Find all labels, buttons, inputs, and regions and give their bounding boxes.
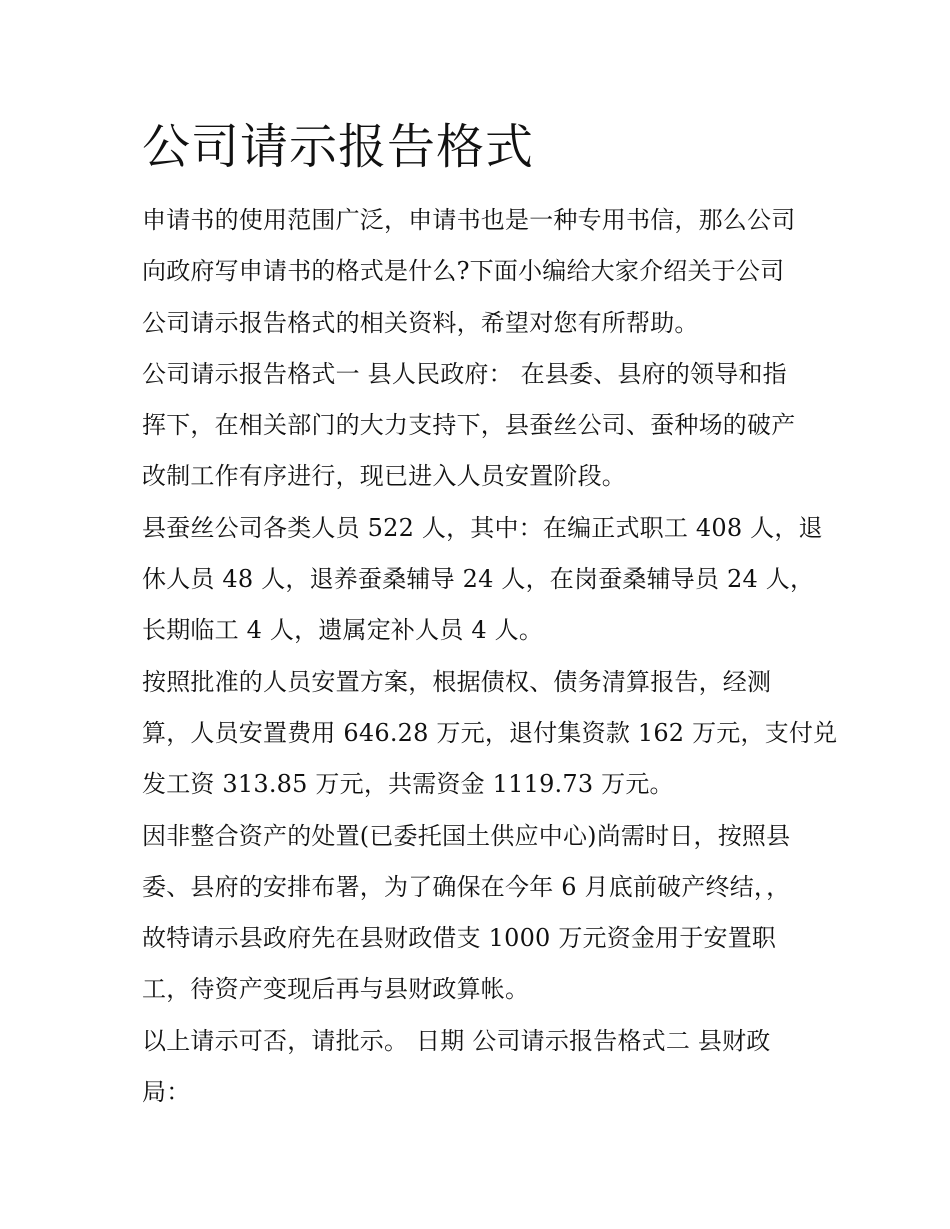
text-line: 改制工作有序进行，现已进入人员安置阶段。 bbox=[142, 462, 626, 491]
text-line: 发工资 313.85 万元，共需资金 1119.73 万元。 bbox=[142, 770, 674, 799]
document-body bbox=[142, 195, 838, 1118]
text-line: 工，待资产变现后再与县财政算帐。 bbox=[142, 975, 530, 1004]
paragraph-format-one bbox=[142, 349, 822, 503]
text-line: 挥下，在相关部门的大力支持下，县蚕丝公司、蚕种场的破产 bbox=[142, 411, 796, 440]
text-line: 故特请示县政府先在县财政借支 1000 万元资金用于安置职 bbox=[142, 924, 777, 953]
paragraph-closing bbox=[142, 1016, 822, 1119]
text-line: 申请书的使用范围广泛，申请书也是一种专用书信，那么公司 bbox=[142, 206, 796, 234]
text-line: 因非整合资产的处置(已委托国土供应中心)尚需时日，按照县 bbox=[142, 821, 791, 850]
paragraph-request bbox=[142, 811, 822, 1016]
text-line: 以上请示可否，请批示。 日期 公司请示报告格式二 县财政 bbox=[142, 1026, 771, 1055]
text-line: 公司请示报告格式的相关资料，希望对您有所帮助。 bbox=[142, 308, 699, 337]
text-line: 局： bbox=[142, 1078, 191, 1107]
text-line: 县蚕丝公司各类人员 522 人，其中：在编正式职工 408 人，退 bbox=[142, 513, 823, 542]
text-line: 休人员 48 人，退养蚕桑辅导 24 人，在岗蚕桑辅导员 24 人， bbox=[142, 565, 815, 594]
text-line: 公司请示报告格式一 县人民政府： 在县委、县府的领导和指 bbox=[142, 359, 787, 388]
text-line: 按照批准的人员安置方案，根据债权、债务清算报告，经测 bbox=[142, 667, 772, 696]
text-line: 长期临工 4 人，遗属定补人员 4 人。 bbox=[142, 616, 544, 645]
paragraph-staff-count bbox=[142, 503, 822, 657]
text-line: 算，人员安置费用 646.28 万元，退付集资款 162 万元，支付兑 bbox=[142, 718, 838, 747]
text-line: 向政府写申请书的格式是什么?下面小编给大家介绍关于公司 bbox=[142, 257, 785, 286]
text-line: 委、县府的安排布署，为了确保在今年 6 月底前破产终结，， bbox=[142, 872, 791, 901]
paragraph-intro bbox=[142, 195, 822, 349]
paragraph-funding bbox=[142, 657, 838, 811]
document-title: 公司请示报告格式 bbox=[142, 119, 535, 175]
